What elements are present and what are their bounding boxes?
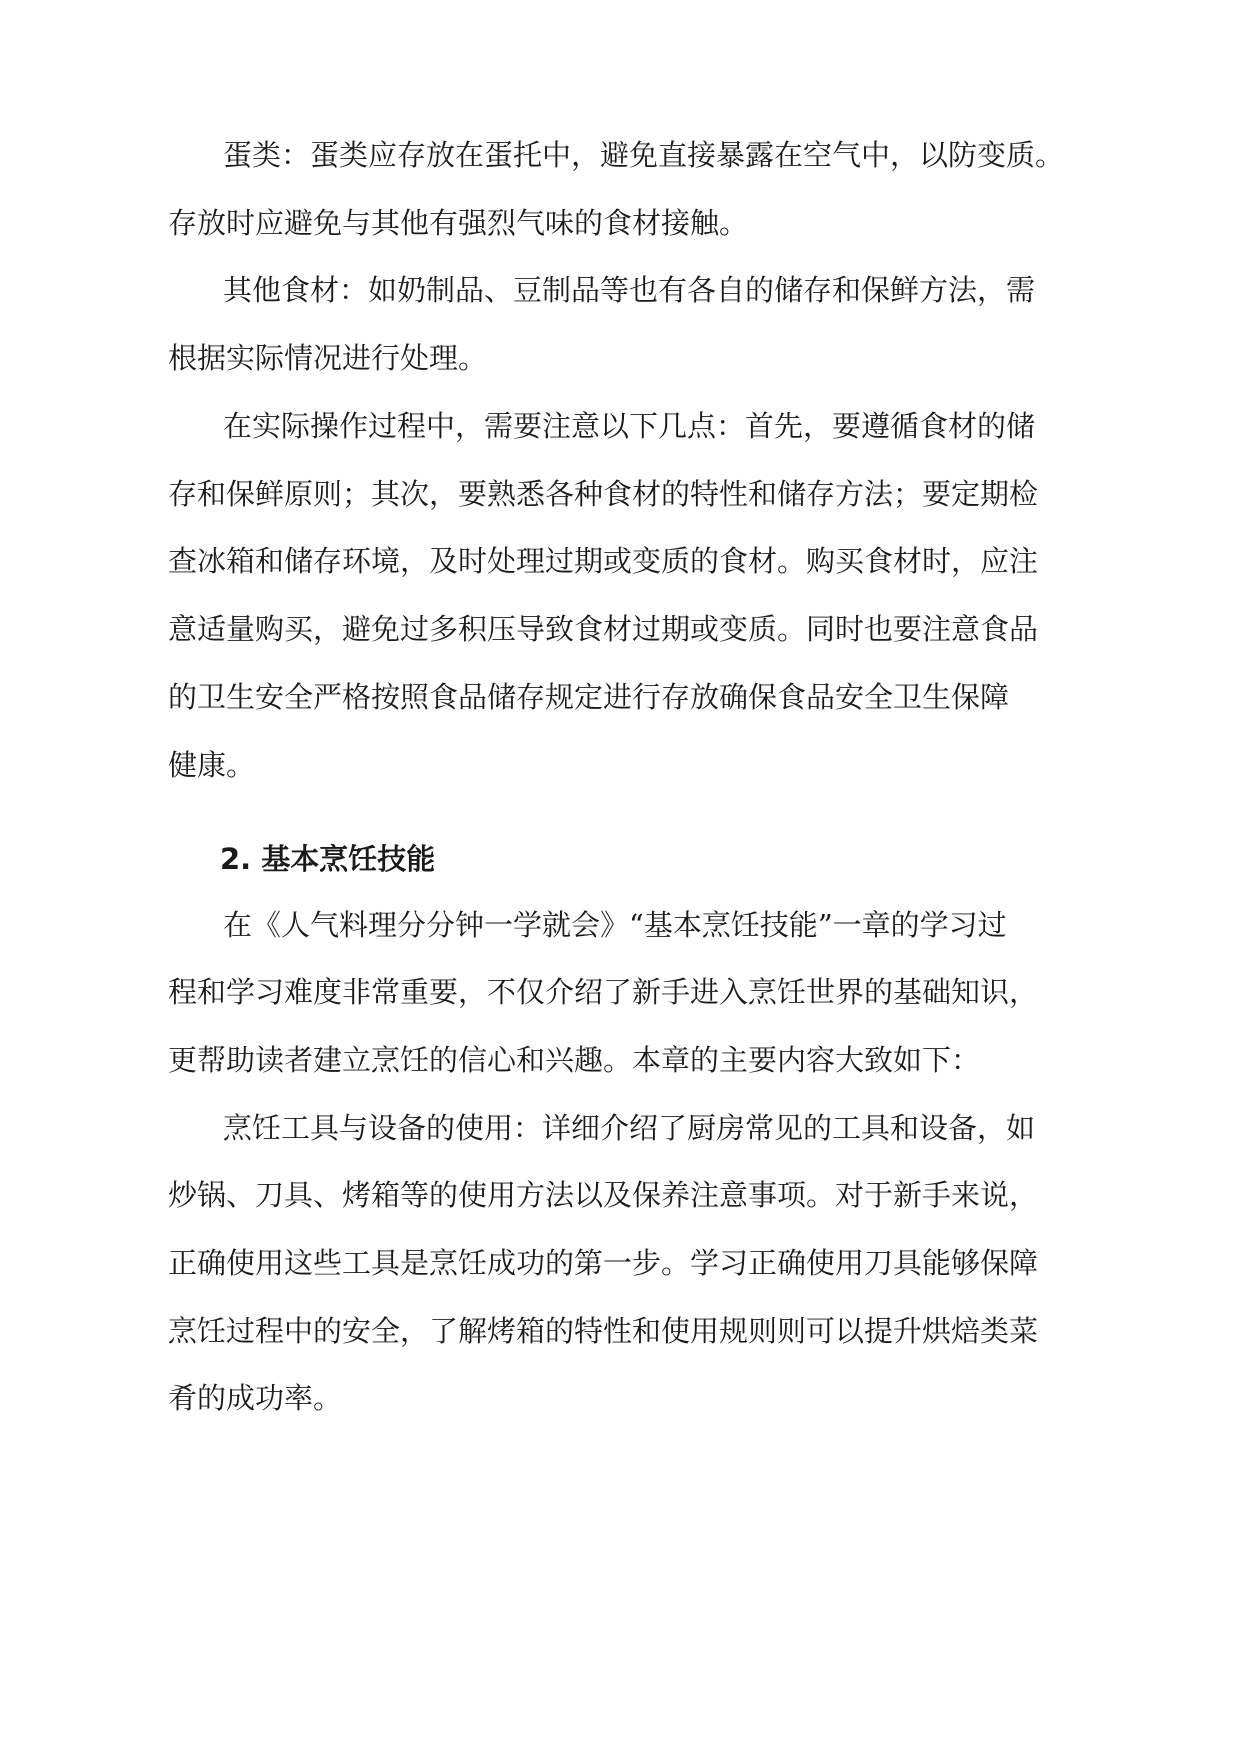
text-line: 其他食材：如奶制品、豆制品等也有各自的储存和保鲜方法，需 [223, 273, 1036, 307]
text-line: 的卫生安全严格按照食品储存规定进行存放确保食品安全卫生保障 [168, 680, 1010, 714]
text-line: 烹饪工具与设备的使用：详细介绍了厨房常见的工具和设备，如 [223, 1111, 1036, 1145]
text-line: 程和学习难度非常重要，不仅介绍了新手进入烹饪世界的基础知识， [168, 975, 1039, 1009]
section-heading: 2. 基本烹饪技能 [220, 842, 436, 876]
text-line: 更帮助读者建立烹饪的信心和兴趣。本章的主要内容大致如下： [168, 1043, 981, 1077]
text-line: 肴的成功率。 [168, 1381, 343, 1415]
text-line: 存放时应避免与其他有强烈气味的食材接触。 [168, 206, 749, 240]
text-line: 正确使用这些工具是烹饪成功的第一步。学习正确使用刀具能够保障 [168, 1246, 1039, 1280]
text-line: 炒锅、刀具、烤箱等的使用方法以及保养注意事项。对于新手来说， [168, 1178, 1039, 1212]
text-line: 烹饪过程中的安全，了解烤箱的特性和使用规则则可以提升烘焙类菜 [168, 1314, 1039, 1348]
text-line: 根据实际情况进行处理。 [168, 341, 488, 375]
text-line: 在实际操作过程中，需要注意以下几点：首先，要遵循食材的储 [223, 409, 1036, 443]
text-line: 意适量购买，避免过多积压导致食材过期或变质。同时也要注意食品 [168, 612, 1039, 646]
text-line: 蛋类：蛋类应存放在蛋托中，避免直接暴露在空气中，以防变质。 [223, 138, 1065, 172]
text-line: 健康。 [168, 748, 256, 782]
text-line: 查冰箱和储存环境，及时处理过期或变质的食材。购买食材时，应注 [168, 544, 1039, 578]
text-line: 在《人气料理分分钟一学就会》“基本烹饪技能”一章的学习过 [223, 908, 1007, 942]
text-line: 存和保鲜原则；其次，要熟悉各种食材的特性和储存方法；要定期检 [168, 477, 1039, 511]
